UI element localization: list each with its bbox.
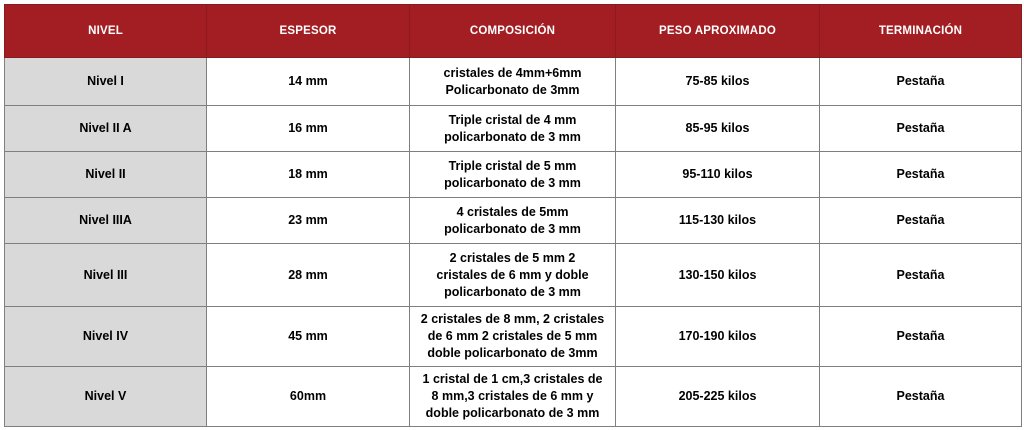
- table-row: [5, 198, 1022, 244]
- weight-cell: 205-225 kilos: [616, 367, 820, 427]
- composition-cell: [410, 106, 616, 152]
- weight-cell: 130-150 kilos: [616, 244, 820, 307]
- composition-cell: [410, 244, 616, 307]
- table-row: [5, 244, 1022, 307]
- composition-line: policarbonato de 3 mm: [444, 284, 581, 299]
- composition-cell: [410, 367, 616, 427]
- finish-cell: Pestaña: [820, 367, 1022, 427]
- thickness-cell: 14 mm: [207, 58, 410, 106]
- header-terminacion: TERMINACIÓN: [820, 5, 1022, 58]
- table-row: [5, 106, 1022, 152]
- composition-line: cristales de 6 mm y doble: [436, 267, 589, 282]
- table-row: [5, 152, 1022, 198]
- weight-cell: 115-130 kilos: [616, 198, 820, 244]
- weight-cell: 75-85 kilos: [616, 58, 820, 106]
- header-peso: PESO APROXIMADO: [616, 5, 820, 58]
- composition-line: Policarbonato de 3mm: [445, 82, 580, 97]
- armor-level-table: [4, 4, 1022, 427]
- composition-line: policarbonato de 3 mm: [444, 221, 581, 236]
- header-composicion: COMPOSICIÓN: [410, 5, 616, 58]
- thickness-cell: 23 mm: [207, 198, 410, 244]
- thickness-cell: 16 mm: [207, 106, 410, 152]
- composition-cell: [410, 152, 616, 198]
- level-cell: Nivel III: [5, 244, 207, 307]
- thickness-cell: 60mm: [207, 367, 410, 427]
- table-row: [5, 58, 1022, 106]
- finish-cell: Pestaña: [820, 106, 1022, 152]
- composition-line: 2 cristales de 8 mm, 2 cristales: [420, 312, 605, 326]
- weight-cell: 85-95 kilos: [616, 106, 820, 152]
- composition-cell: [410, 58, 616, 106]
- composition-line: 8 mm,3 cristales de 6 mm y: [431, 389, 594, 403]
- finish-cell: Pestaña: [820, 244, 1022, 307]
- finish-cell: Pestaña: [820, 307, 1022, 367]
- header-row: [5, 5, 1022, 58]
- level-cell: Nivel IV: [5, 307, 207, 367]
- composition-cell: [410, 307, 616, 367]
- composition-cell: [410, 198, 616, 244]
- weight-cell: 95-110 kilos: [616, 152, 820, 198]
- level-cell: Nivel IIIA: [5, 198, 207, 244]
- table-row: [5, 307, 1022, 367]
- composition-line: Triple cristal de 5 mm: [448, 158, 577, 173]
- composition-line: de 6 mm 2 cristales de 5 mm: [427, 329, 598, 343]
- header-espesor: ESPESOR: [207, 5, 410, 58]
- table-row: [5, 367, 1022, 427]
- finish-cell: Pestaña: [820, 58, 1022, 106]
- composition-line: 1 cristal de 1 cm,3 cristales de: [422, 372, 603, 386]
- level-cell: Nivel V: [5, 367, 207, 427]
- composition-line: Triple cristal de 4 mm: [448, 112, 577, 127]
- composition-line: cristales de 4mm+6mm: [443, 65, 582, 80]
- composition-line: policarbonato de 3 mm: [444, 129, 581, 144]
- header-nivel: NIVEL: [5, 5, 207, 58]
- level-cell: Nivel I: [5, 58, 207, 106]
- composition-line: 4 cristales de 5mm: [456, 204, 569, 219]
- composition-line: doble policarbonato de 3 mm: [425, 406, 600, 420]
- level-cell: Nivel II: [5, 152, 207, 198]
- thickness-cell: 28 mm: [207, 244, 410, 307]
- composition-line: policarbonato de 3 mm: [444, 175, 581, 190]
- level-cell: Nivel II A: [5, 106, 207, 152]
- weight-cell: 170-190 kilos: [616, 307, 820, 367]
- composition-line: 2 cristales de 5 mm 2: [449, 250, 576, 265]
- thickness-cell: 18 mm: [207, 152, 410, 198]
- finish-cell: Pestaña: [820, 198, 1022, 244]
- finish-cell: Pestaña: [820, 152, 1022, 198]
- composition-line: doble policarbonato de 3mm: [427, 346, 598, 360]
- thickness-cell: 45 mm: [207, 307, 410, 367]
